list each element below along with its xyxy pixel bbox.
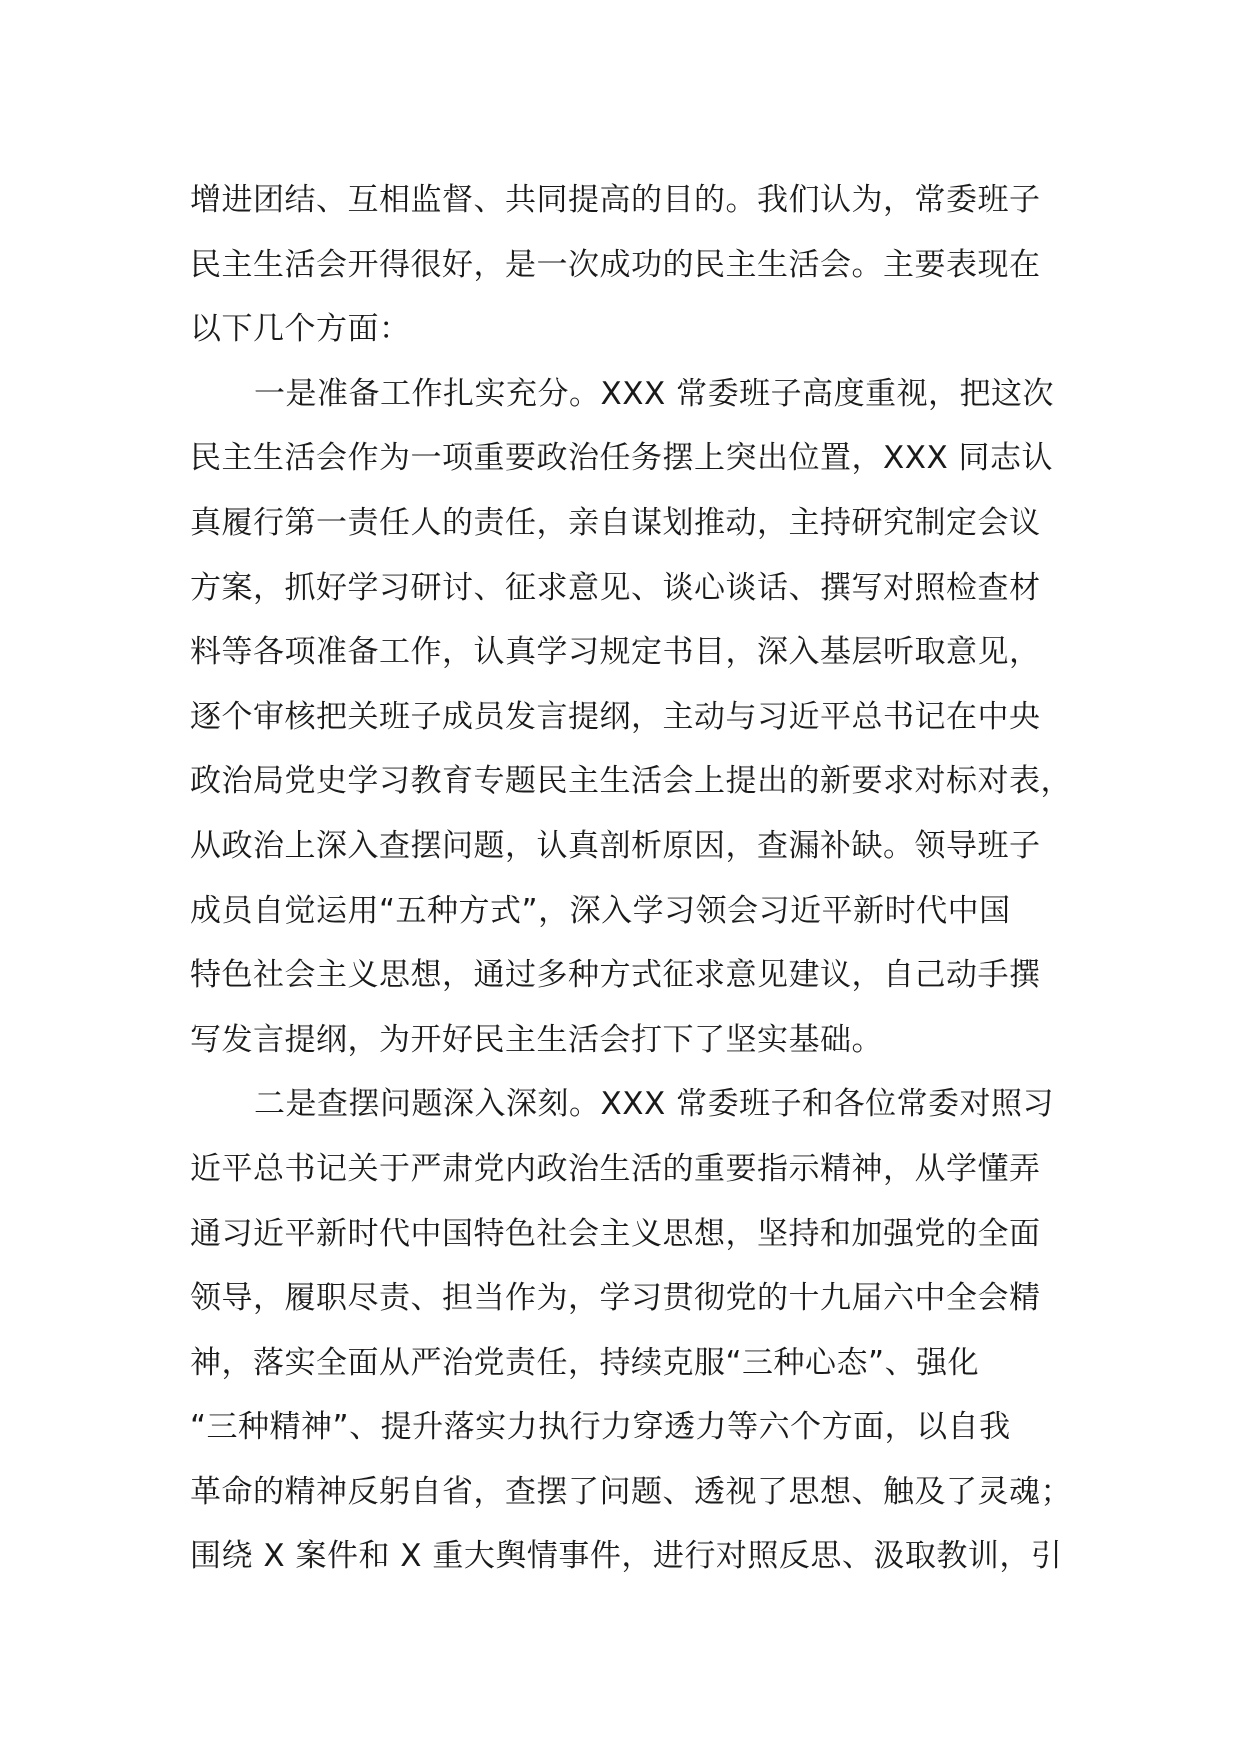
text-line: 民主生活会开得很好，是一次成功的民主生活会。主要表现在	[190, 246, 1041, 283]
text-line: 增进团结、互相监督、共同提高的目的。我们认为，常委班子	[190, 182, 1041, 218]
text-line: 成员自觉运用“五种方式”，深入学习领会习近平新时代中国	[190, 892, 1011, 929]
text-line: 近平总书记关于严肃党内政治生活的重要指示精神，从学懂弄	[190, 1150, 1041, 1187]
text-line: 写发言提纲，为开好民主生活会打下了坚实基础。	[190, 1021, 883, 1058]
text-line: 领导，履职尽责、担当作为，学习贯彻党的十九届六中全会精	[190, 1280, 1041, 1317]
text-line: 政治局党史学习教育专题民主生活会上提出的新要求对标对表，	[190, 763, 1072, 800]
text-line: 通习近平新时代中国特色社会主义思想，坚持和加强党的全面	[190, 1215, 1041, 1252]
text-line: 民主生活会作为一项重要政治任务摆上突出位置，XXX 同志认	[190, 440, 1054, 477]
text-line: 真履行第一责任人的责任，亲自谋划推动，主持研究制定会议	[190, 504, 1041, 541]
text-line: 特色社会主义思想，通过多种方式征求意见建议，自己动手撰	[190, 957, 1041, 994]
body-text	[190, 168, 1070, 1589]
text-line: “三种精神”、提升落实力执行力穿透力等六个方面，以自我	[190, 1409, 1011, 1446]
text-line: 围绕 X 案件和 X 重大舆情事件，进行对照反思、汲取教训，引	[190, 1538, 1063, 1575]
text-line: 从政治上深入查摆问题，认真剖析原因，查漏补缺。领导班子	[190, 827, 1041, 864]
text-line: 逐个审核把关班子成员发言提纲，主动与习近平总书记在中央	[190, 698, 1041, 735]
paragraph-first-line: 一是准备工作扎实充分。XXX 常委班子高度重视，把这次	[254, 375, 1055, 412]
paragraph-first-line: 二是查摆问题深入深刻。XXX 常委班子和各位常委对照习	[254, 1086, 1055, 1123]
text-line: 料等各项准备工作，认真学习规定书目，深入基层听取意见，	[190, 634, 1041, 671]
text-line: 方案，抓好学习研讨、征求意见、谈心谈话、撰写对照检查材	[190, 569, 1041, 606]
text-line: 革命的精神反躬自省，查摆了问题、透视了思想、触及了灵魂；	[190, 1473, 1072, 1510]
text-line: 神，落实全面从严治党责任，持续克服“三种心态”、强化	[190, 1344, 980, 1381]
text-line: 以下几个方面：	[190, 311, 411, 348]
